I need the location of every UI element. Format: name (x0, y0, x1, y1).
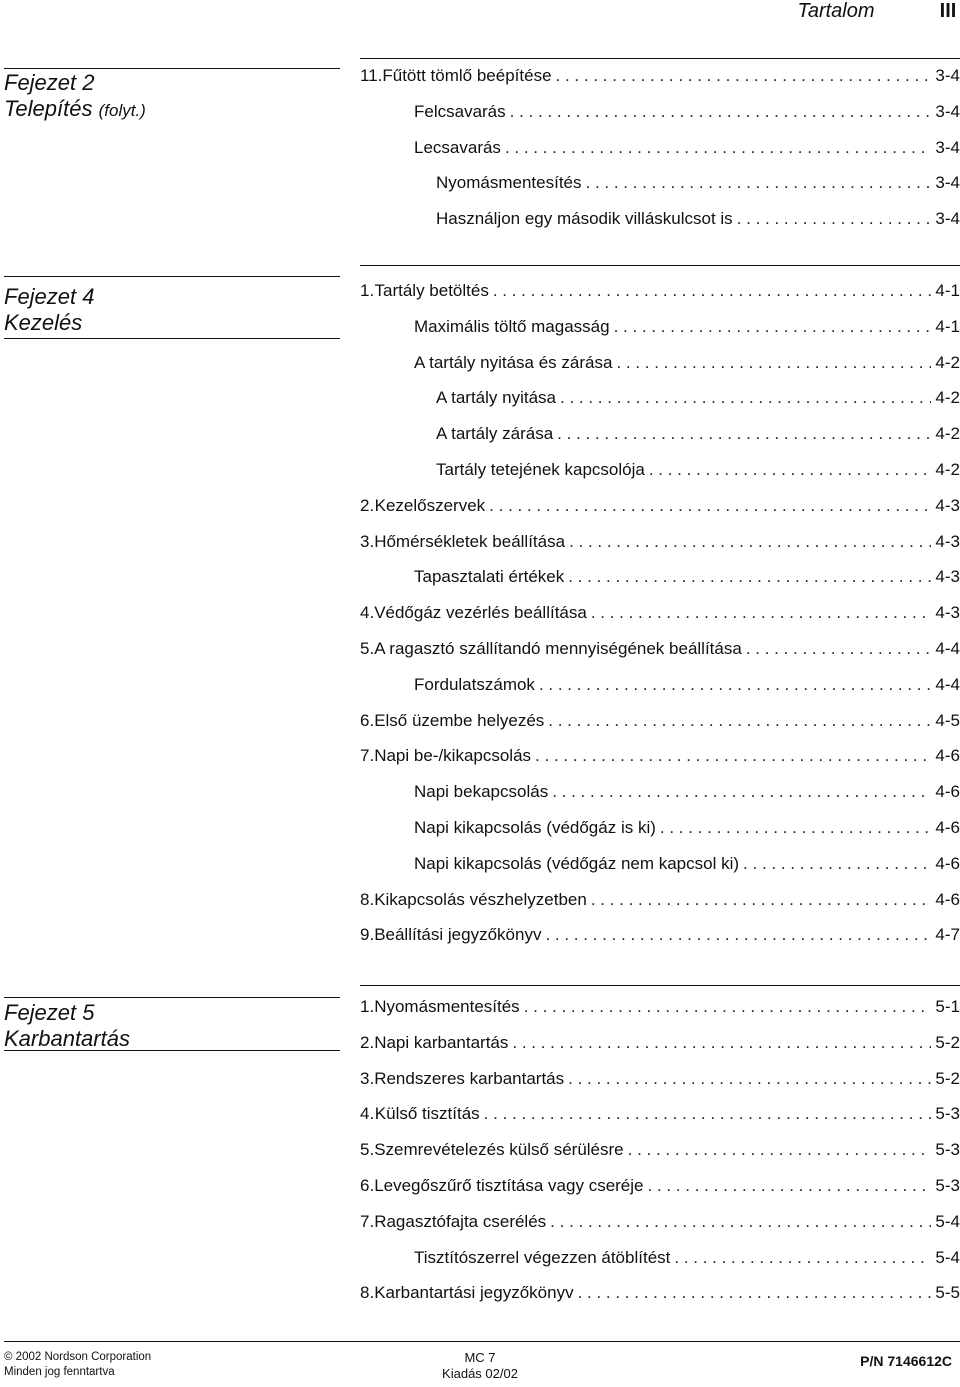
footer-edition: Kiadás 02/02 (442, 1366, 518, 1381)
toc-entry[interactable] (360, 1025, 960, 1061)
dot-leader (552, 774, 931, 810)
toc-entry-title: Levegőszűrő tisztítása vagy cseréje (374, 1175, 644, 1195)
toc-entry[interactable] (360, 667, 960, 703)
chapter-2-suffix: (folyt.) (98, 101, 146, 120)
dot-leader (484, 1096, 932, 1132)
chapter-2-toc (360, 58, 960, 237)
toc-entry-title: Karbantartási jegyzőkönyv (374, 1283, 574, 1303)
chapter-4-label (4, 284, 340, 336)
chapter-5-list-rule (360, 985, 960, 986)
chapter-5-label (4, 1000, 340, 1052)
toc-entry-page: 4-2 (935, 424, 960, 444)
toc-entry-number: 5. (360, 638, 375, 658)
dot-leader (550, 1204, 931, 1240)
toc-entry-page: 4-3 (935, 567, 960, 587)
toc-entry[interactable] (360, 94, 960, 130)
dot-leader (539, 667, 931, 703)
chapter-5-number: Fejezet 5 (4, 1000, 95, 1025)
toc-entry-number: 7. (360, 746, 375, 766)
toc-entry[interactable] (360, 631, 960, 667)
toc-entry-number: 3. (360, 1068, 375, 1088)
dot-leader (524, 989, 932, 1025)
toc-entry-title: Szemrevételezés külső sérülésre (374, 1140, 624, 1160)
toc-entry[interactable] (360, 810, 960, 846)
dot-leader (535, 738, 931, 774)
dot-leader (512, 1025, 931, 1061)
toc-entry[interactable] (360, 559, 960, 595)
toc-entry[interactable] (360, 380, 960, 416)
toc-entry-page: 5-5 (935, 1283, 960, 1303)
toc-entry-title: Lecsavarás (414, 137, 501, 157)
toc-entry-page: 3-4 (935, 173, 960, 193)
page-number-roman: III (939, 0, 957, 22)
toc-entry-page: 4-3 (935, 531, 960, 551)
toc-entry-title: Rendszeres karbantartás (374, 1068, 565, 1088)
toc-entry-page: 4-5 (935, 710, 960, 730)
footer-part-number: P/N 7146612C (860, 1353, 952, 1369)
toc-entry-title: Hőmérsékletek beállítása (374, 531, 566, 551)
footer-rights: Minden jog fenntartva (4, 1366, 115, 1378)
toc-entry-page: 4-3 (935, 495, 960, 515)
dot-leader (674, 1240, 931, 1276)
toc-entry-page: 5-3 (935, 1175, 960, 1195)
dot-leader (545, 917, 931, 953)
toc-entry-title: Nyomásmentesítés (436, 173, 582, 193)
toc-entry[interactable] (360, 488, 960, 524)
toc-entry-page: 5-4 (935, 1211, 960, 1231)
toc-entry-title: Maximális töltő magasság (414, 316, 610, 336)
toc-entry-title: Nyomásmentesítés (374, 997, 520, 1016)
toc-entry-page: 4-4 (935, 638, 960, 658)
toc-entry-page: 5-2 (935, 1068, 960, 1088)
chapter-5-title: Karbantartás (4, 1026, 130, 1051)
dot-leader (560, 380, 931, 416)
toc-entry-number: 3. (360, 531, 375, 551)
chapter-2-label-rule (4, 68, 340, 69)
toc-entry-title: A tartály nyitása és zárása (414, 352, 613, 372)
toc-entry-page: 4-4 (935, 674, 960, 694)
toc-entry[interactable] (360, 738, 960, 774)
toc-entry[interactable] (360, 989, 960, 1025)
page-header-title: Tartalom (797, 0, 875, 22)
chapter-2-number: Fejezet 2 (4, 70, 95, 95)
footer-copyright-block (4, 1350, 151, 1380)
toc-entry-title: Külső tisztítás (374, 1104, 480, 1124)
footer-model-block (420, 1350, 540, 1382)
toc-entry-page: 3-4 (935, 209, 960, 229)
toc-entry-page: 3-4 (935, 137, 960, 157)
toc-entry-title: Tisztítószerrel végezzen átöblítést (414, 1247, 671, 1267)
toc-entry[interactable] (360, 1275, 960, 1311)
toc-entry-page: 4-1 (935, 316, 960, 336)
dot-leader (648, 1168, 932, 1204)
toc-entry-page: 4-1 (935, 281, 960, 300)
footer-model: MC 7 (464, 1350, 496, 1365)
toc-entry[interactable] (360, 1240, 960, 1276)
dot-leader (586, 165, 932, 201)
toc-entry-number: 2. (360, 1032, 375, 1052)
toc-entry-title: Kikapcsolás vészhelyzetben (374, 889, 587, 909)
toc-entry-page: 5-3 (935, 1140, 960, 1160)
toc-entry-title: Napi karbantartás (374, 1032, 509, 1052)
toc-entry-page: 4-7 (935, 925, 960, 945)
toc-entry[interactable] (360, 1132, 960, 1168)
footer-copyright: © 2002 Nordson Corporation (4, 1351, 152, 1363)
dot-leader (505, 130, 931, 166)
toc-entry-page: 4-6 (935, 817, 960, 837)
toc-entry-title: Használjon egy második villáskulcsot is (436, 209, 733, 229)
toc-entry-number: 6. (360, 1175, 375, 1195)
dot-leader (737, 201, 932, 237)
dot-leader (568, 1061, 931, 1097)
toc-entry-title: Napi kikapcsolás (védőgáz is ki) (414, 817, 656, 837)
toc-entry-page: 4-6 (935, 782, 960, 802)
toc-entry[interactable] (360, 201, 960, 237)
dot-leader (649, 452, 932, 488)
toc-entry-page: 5-4 (935, 1247, 960, 1267)
toc-entry-number: 8. (360, 889, 375, 909)
toc-entry-title: Ragasztófajta cserélés (374, 1211, 547, 1231)
toc-entry-number: 4. (360, 603, 375, 623)
toc-entry-title: A tartály nyitása (436, 388, 557, 408)
toc-entry-title: Védőgáz vezérlés beállítása (374, 603, 587, 623)
chapter-4-list-rule (360, 265, 960, 266)
toc-entry-title: Napi be-/kikapcsolás (374, 746, 532, 766)
toc-entry-title: A ragasztó szállítandó mennyiségének beállítása (374, 638, 742, 658)
dot-leader (556, 58, 932, 94)
toc-entry-page: 3-4 (935, 101, 960, 121)
toc-entry[interactable] (360, 1096, 960, 1132)
dot-leader (743, 846, 931, 882)
toc-entry-number: 4. (360, 1104, 375, 1124)
toc-entry-number: 7. (360, 1211, 375, 1231)
dot-leader (578, 1275, 932, 1311)
toc-entry[interactable] (360, 165, 960, 201)
toc-entry-title: A tartály zárása (436, 424, 554, 444)
toc-entry[interactable] (360, 416, 960, 452)
toc-entry-page: 5-3 (935, 1104, 960, 1124)
chapter-4-label-rule (4, 276, 340, 277)
toc-entry-page: 4-2 (935, 459, 960, 479)
dot-leader (510, 94, 932, 130)
toc-entry-number: 11. (360, 66, 383, 85)
toc-entry-number: 5. (360, 1140, 375, 1160)
toc-entry-page: 4-6 (935, 853, 960, 873)
dot-leader (569, 524, 931, 560)
dot-leader (548, 703, 931, 739)
toc-entry[interactable] (360, 309, 960, 345)
chapter-4-title: Kezelés (4, 310, 83, 335)
dot-leader (489, 488, 931, 524)
toc-entry-title: Felcsavarás (414, 101, 506, 121)
toc-entry[interactable] (360, 774, 960, 810)
dot-leader (493, 273, 932, 309)
dot-leader (557, 416, 931, 452)
toc-entry[interactable] (360, 130, 960, 166)
toc-entry-title: Tartály tetejének kapcsolója (436, 459, 645, 479)
toc-entry-number: 1. (360, 997, 375, 1016)
toc-entry[interactable] (360, 524, 960, 560)
toc-entry-page: 3-4 (935, 66, 960, 85)
toc-entry[interactable] (360, 1204, 960, 1240)
dot-leader (616, 345, 931, 381)
toc-entry[interactable] (360, 595, 960, 631)
toc-entry-number: 2. (360, 495, 375, 515)
chapter-2-title: Telepítés (folyt.) (4, 96, 146, 121)
toc-entry[interactable] (360, 1061, 960, 1097)
chapter-2-label (4, 70, 340, 124)
chapter-5-toc (360, 989, 960, 1311)
toc-entry-page: 4-6 (935, 889, 960, 909)
toc-entry-title: Napi bekapcsolás (414, 782, 549, 802)
toc-entry-page: 5-1 (935, 997, 960, 1016)
toc-entry[interactable] (360, 703, 960, 739)
toc-entry-title: Napi kikapcsolás (védőgáz nem kapcsol ki) (414, 853, 740, 873)
chapter-5-label-rule (4, 997, 340, 998)
toc-entry-number: 6. (360, 710, 375, 730)
toc-entry-page: 4-3 (935, 603, 960, 623)
toc-entry-title: Tapasztalati értékek (414, 567, 565, 587)
toc-entry[interactable] (360, 345, 960, 381)
chapter-4-number: Fejezet 4 (4, 284, 95, 309)
dot-leader (660, 810, 932, 846)
toc-entry[interactable] (360, 452, 960, 488)
dot-leader (568, 559, 931, 595)
toc-entry-title: Fűtött tömlő beépítése (382, 66, 552, 85)
toc-entry[interactable] (360, 882, 960, 918)
chapter-4-toc (360, 273, 960, 953)
toc-entry-number: 1. (360, 281, 375, 300)
toc-entry-number: 9. (360, 925, 375, 945)
dot-leader (614, 309, 932, 345)
toc-entry-title: Beállítási jegyzőkönyv (374, 925, 542, 945)
toc-entry-title: Tartály betöltés (374, 281, 489, 300)
toc-entry-page: 4-6 (935, 746, 960, 766)
toc-entry-page: 4-2 (935, 388, 960, 408)
toc-entry[interactable] (360, 917, 960, 953)
dot-leader (591, 595, 932, 631)
toc-entry-number: 8. (360, 1283, 375, 1303)
toc-entry-title: Kezelőszervek (374, 495, 486, 515)
toc-entry[interactable] (360, 58, 960, 94)
toc-entry[interactable] (360, 846, 960, 882)
toc-entry-page: 5-2 (935, 1032, 960, 1052)
toc-entry[interactable] (360, 1168, 960, 1204)
dot-leader (746, 631, 932, 667)
footer-rule (4, 1341, 960, 1342)
toc-entry[interactable] (360, 273, 960, 309)
chapter-4-label-rule-bottom (4, 338, 340, 339)
toc-entry-title: Első üzembe helyezés (374, 710, 545, 730)
dot-leader (591, 882, 932, 918)
dot-leader (628, 1132, 932, 1168)
toc-entry-title: Fordulatszámok (414, 674, 535, 694)
toc-entry-page: 4-2 (935, 352, 960, 372)
